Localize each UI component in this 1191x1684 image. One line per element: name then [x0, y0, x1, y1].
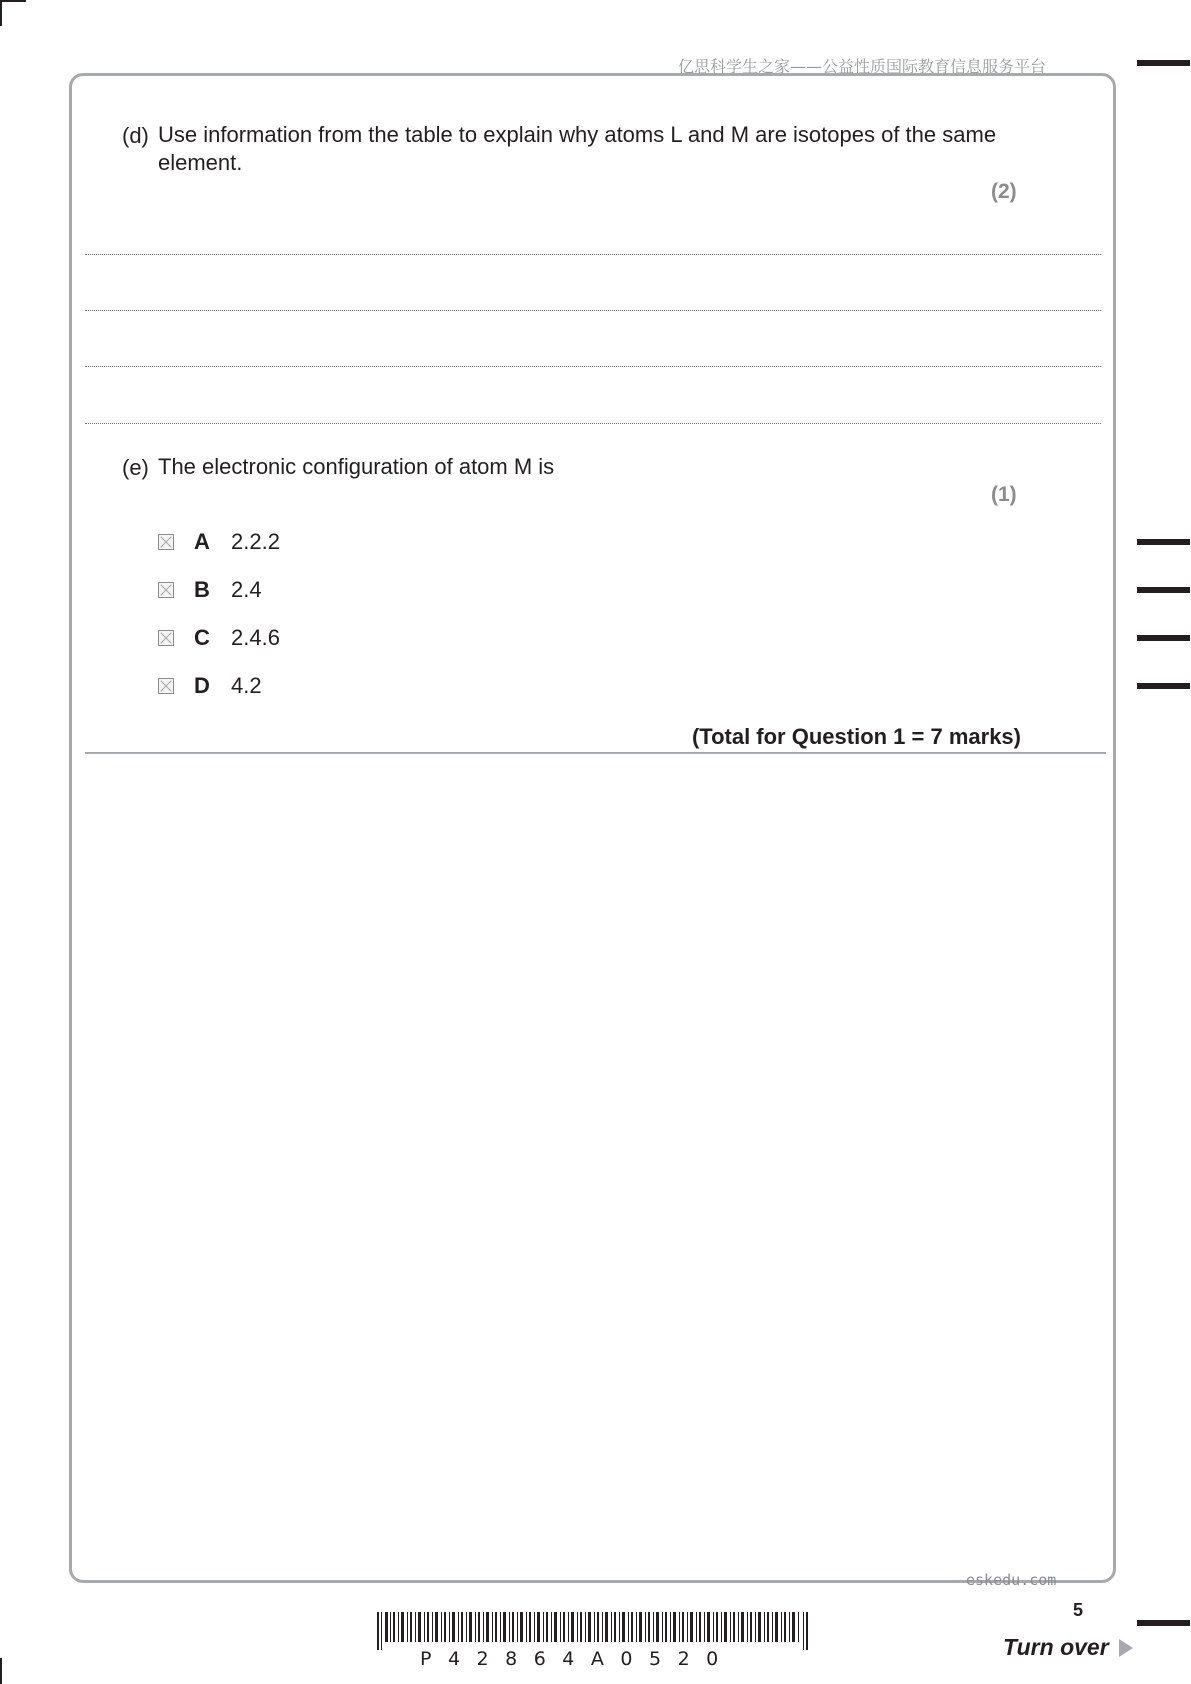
checkbox-icon[interactable]	[158, 678, 174, 694]
divider	[85, 752, 1106, 754]
barcode	[377, 1612, 811, 1650]
option-letter: C	[194, 625, 210, 650]
page-number: 5	[1073, 1600, 1084, 1620]
question-d-label: (d)	[122, 123, 149, 148]
side-bar	[1137, 1620, 1190, 1626]
barcode-number: P42864A0520	[420, 1648, 735, 1670]
option-value: 2.4.6	[231, 625, 280, 650]
question-d-marks: (2)	[991, 180, 1017, 203]
answer-line[interactable]	[85, 423, 1101, 424]
option-d[interactable]	[158, 673, 262, 699]
question-d-text: Use information from the table to explain why atoms L and M are isotopes of the same element.	[158, 122, 997, 175]
crop-mark	[0, 1658, 2, 1684]
option-c[interactable]	[158, 625, 280, 651]
option-value: 4.2	[231, 673, 262, 698]
option-b[interactable]	[158, 577, 262, 603]
checkbox-icon[interactable]	[158, 582, 174, 598]
crop-mark	[0, 0, 2, 26]
question-e-text: The electronic configuration of atom M is	[158, 454, 555, 479]
side-bar	[1137, 635, 1190, 641]
option-value: 2.2.2	[231, 529, 280, 554]
question-e-label: (e)	[122, 455, 149, 480]
option-a[interactable]	[158, 529, 280, 555]
turn-over-label: Turn over	[1003, 1634, 1109, 1660]
side-bar	[1137, 60, 1190, 66]
page-frame	[69, 73, 1116, 1583]
answer-line[interactable]	[85, 254, 1101, 255]
turn-over	[1003, 1634, 1133, 1661]
question-total: (Total for Question 1 = 7 marks)	[691, 724, 1021, 749]
arrow-right-icon	[1119, 1639, 1133, 1657]
side-bar	[1137, 539, 1190, 545]
option-value: 2.4	[231, 577, 262, 602]
side-bar	[1137, 587, 1190, 593]
checkbox-icon[interactable]	[158, 630, 174, 646]
answer-line[interactable]	[85, 310, 1101, 311]
option-letter: B	[194, 577, 210, 602]
answer-line[interactable]	[85, 366, 1101, 367]
question-e-marks: (1)	[991, 483, 1017, 506]
side-bar	[1137, 683, 1190, 689]
checkbox-icon[interactable]	[158, 534, 174, 550]
option-letter: D	[194, 673, 210, 698]
crop-mark	[0, 0, 26, 2]
site-watermark: eskedu.com	[966, 1571, 1057, 1589]
watermark: 亿思科学生之家——公益性质国际教育信息服务平台	[678, 57, 1047, 76]
option-letter: A	[194, 529, 210, 554]
